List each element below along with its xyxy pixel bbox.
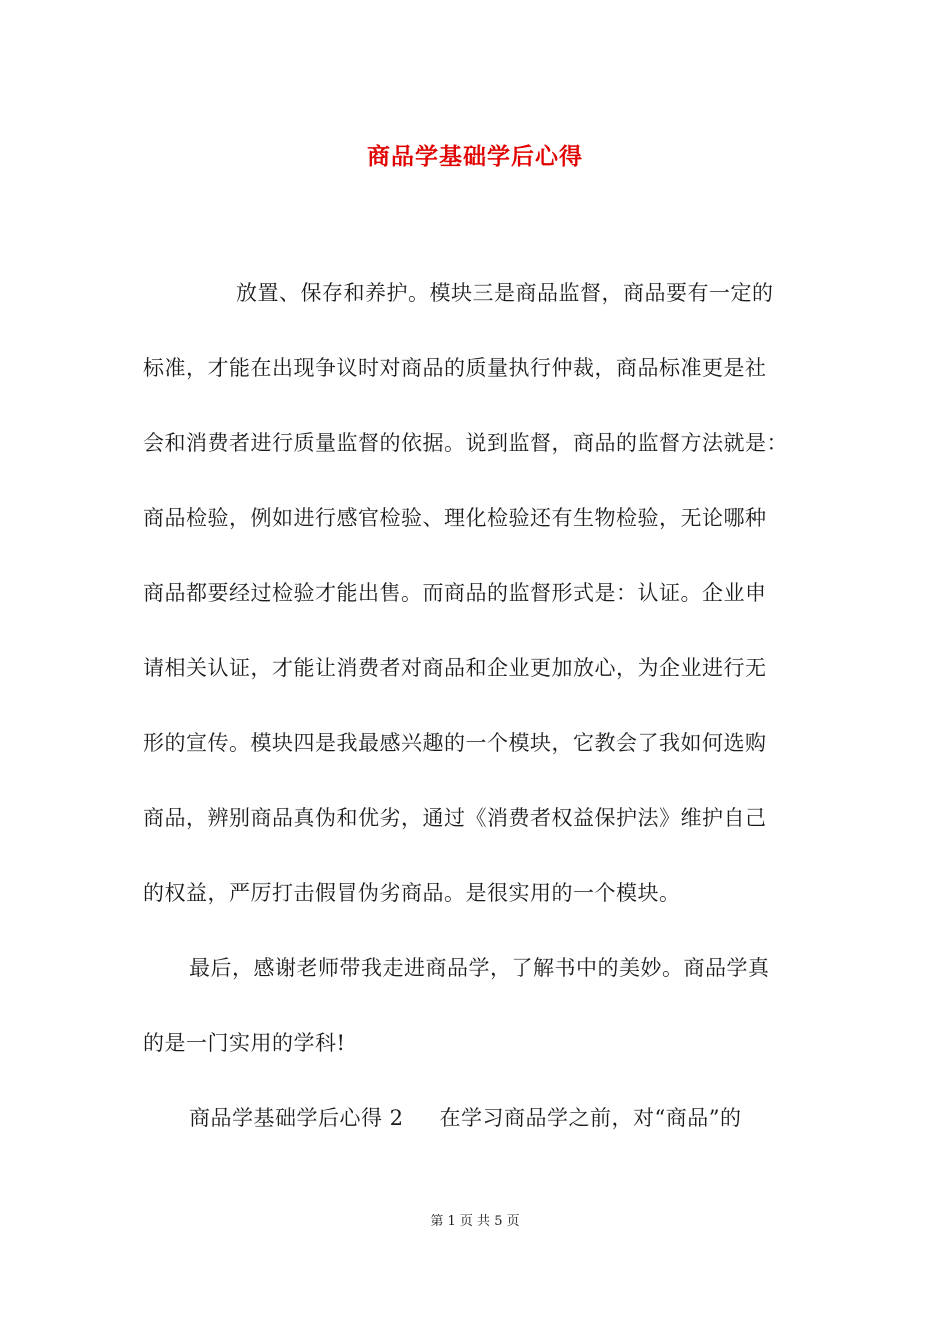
body-line: 商品，辨别商品真伪和优劣，通过《消费者权益保护法》维护自己 (143, 806, 767, 830)
body-line: 放置、保存和养护。模块三是商品监督，商品要有一定的 (236, 281, 774, 305)
body-line: 的是一门实用的学科! (143, 1031, 346, 1055)
body-line: 形的宣传。模块四是我最感兴趣的一个模块，它教会了我如何选购 (143, 731, 767, 755)
body-line: 会和消费者进行质量监督的依据。说到监督，商品的监督方法就是： (143, 431, 788, 455)
body-line-mixed (143, 1098, 811, 1173)
page-footer: 第 1 页 共 5 页 (430, 1214, 520, 1229)
document-title: 商品学基础学后心得 (367, 143, 583, 170)
body-line: 商品检验，例如进行感官检验、理化检验还有生物检验，无论哪种 (143, 506, 767, 530)
body-line: 请相关认证，才能让消费者对商品和企业更加放心，为企业进行无 (143, 656, 767, 680)
body-line-text: 在学习商品学之前，对“商品”的 (439, 1106, 742, 1130)
body-line: 的权益，严厉打击假冒伪劣商品。是很实用的一个模块。 (143, 881, 681, 905)
body-line: 商品都要经过检验才能出售。而商品的监督形式是：认证。企业申 (143, 581, 767, 605)
body-line: 最后，感谢老师带我走进商品学，了解书中的美妙。商品学真 (189, 956, 770, 980)
document-body (143, 273, 811, 1173)
section-heading: 商品学基础学后心得 2 (189, 1106, 404, 1130)
body-line: 标准，才能在出现争议时对商品的质量执行仲裁，商品标准更是社 (143, 356, 767, 380)
